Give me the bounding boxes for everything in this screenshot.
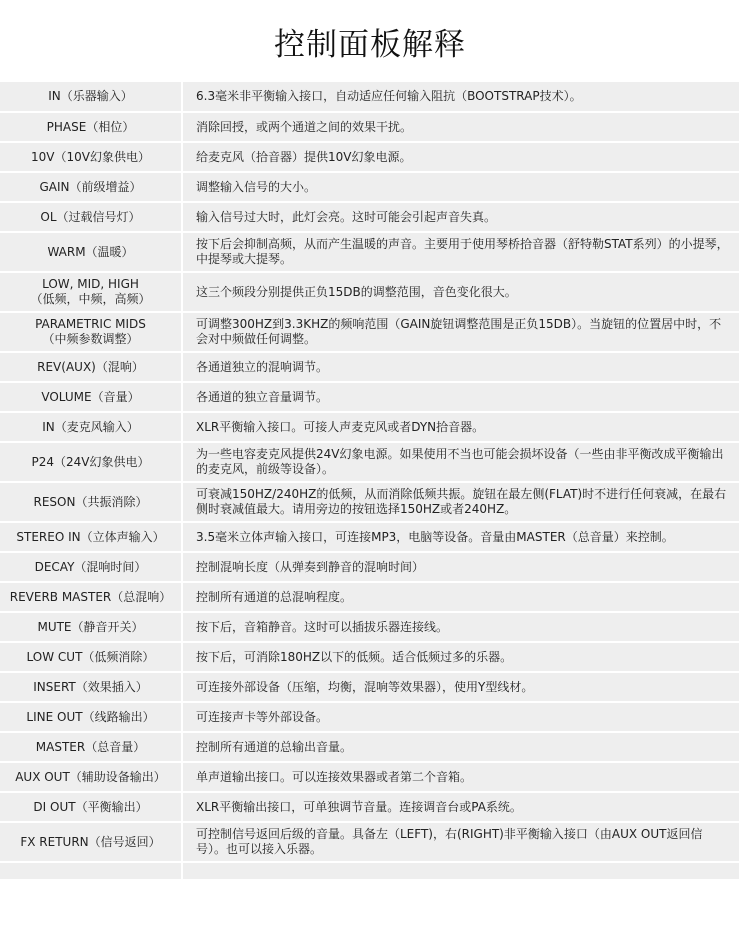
control-name: RESON（共振消除） xyxy=(0,482,182,522)
table-row xyxy=(0,82,740,112)
control-description: 给麦克风（拾音器）提供10V幻象电源。 xyxy=(182,142,740,172)
control-description: 调整输入信号的大小。 xyxy=(182,172,740,202)
control-description: 控制所有通道的总输出音量。 xyxy=(182,732,740,762)
control-name: MUTE（静音开关） xyxy=(0,612,182,642)
control-description: 控制所有通道的总混响程度。 xyxy=(182,582,740,612)
control-description: 可控制信号返回后级的音量。具备左（LEFT)，右(RIGHT)非平衡输入接口（由AUX OUT返回信号）。也可以接入乐器。 xyxy=(182,822,740,862)
table-row xyxy=(0,702,740,732)
table-row xyxy=(0,822,740,862)
control-description: 按下后，音箱静音。这时可以插拔乐器连接线。 xyxy=(182,612,740,642)
control-description: 各通道的独立音量调节。 xyxy=(182,382,740,412)
control-description: XLR平衡输入接口。可接人声麦克风或者DYN拾音器。 xyxy=(182,412,740,442)
control-description: 可衰减150HZ/240HZ的低频，从而消除低频共振。旋钮在最左侧(FLAT)时不进行任何衰减，在最右侧时衰减值最大。请用旁边的按钮选择150HZ或者240HZ。 xyxy=(182,482,740,522)
control-description: 可连接声卡等外部设备。 xyxy=(182,702,740,732)
control-name: OL（过载信号灯） xyxy=(0,202,182,232)
control-name: PHASE（相位） xyxy=(0,112,182,142)
control-name: PARAMETRIC MIDS （中频参数调整） xyxy=(0,312,182,352)
table-row xyxy=(0,582,740,612)
table-row xyxy=(0,672,740,702)
control-name: DECAY（混响时间） xyxy=(0,552,182,582)
table-row xyxy=(0,522,740,552)
table-row xyxy=(0,382,740,412)
control-name: STEREO IN（立体声输入） xyxy=(0,522,182,552)
control-description: 单声道输出接口。可以连接效果器或者第二个音箱。 xyxy=(182,762,740,792)
table-row xyxy=(0,232,740,272)
control-name: FX RETURN（信号返回） xyxy=(0,822,182,862)
control-panel-table xyxy=(0,82,740,881)
control-name: WARM（温暖） xyxy=(0,232,182,272)
control-name: DI OUT（平衡输出） xyxy=(0,792,182,822)
control-description: 为一些电容麦克风提供24V幻象电源。如果使用不当也可能会损坏设备（一些由非平衡改成平衡输出的麦克风，前级等设备）。 xyxy=(182,442,740,482)
table-row xyxy=(0,552,740,582)
control-name: VOLUME（音量） xyxy=(0,382,182,412)
table-row xyxy=(0,312,740,352)
table-body xyxy=(0,82,740,880)
empty-cell xyxy=(0,862,182,880)
table-row xyxy=(0,272,740,312)
table-row xyxy=(0,202,740,232)
control-name: MASTER（总音量） xyxy=(0,732,182,762)
control-description: 3.5毫米立体声输入接口，可连接MP3，电脑等设备。音量由MASTER（总音量）来控制。 xyxy=(182,522,740,552)
control-name: REVERB MASTER（总混响） xyxy=(0,582,182,612)
control-description: 输入信号过大时，此灯会亮。这时可能会引起声音失真。 xyxy=(182,202,740,232)
table-row xyxy=(0,112,740,142)
control-description: 各通道独立的混响调节。 xyxy=(182,352,740,382)
control-name: IN（麦克风输入） xyxy=(0,412,182,442)
control-description: 6.3毫米非平衡输入接口，自动适应任何输入阻抗（BOOTSTRAP技术）。 xyxy=(182,82,740,112)
control-name: LOW, MID, HIGH （低频，中频，高频） xyxy=(0,272,182,312)
control-name: LOW CUT（低频消除） xyxy=(0,642,182,672)
control-name: INSERT（效果插入） xyxy=(0,672,182,702)
control-description: 按下后，可消除180HZ以下的低频。适合低频过多的乐器。 xyxy=(182,642,740,672)
control-name: P24（24V幻象供电） xyxy=(0,442,182,482)
table-row xyxy=(0,142,740,172)
control-description: 控制混响长度（从弹奏到静音的混响时间） xyxy=(182,552,740,582)
table-row xyxy=(0,482,740,522)
control-description: 按下后会抑制高频，从而产生温暖的声音。主要用于使用琴桥拾音器（舒特勒STAT系列）的小提琴，中提琴或大提琴。 xyxy=(182,232,740,272)
table-row xyxy=(0,762,740,792)
page-title: 控制面板解释 xyxy=(274,27,466,63)
table-row xyxy=(0,732,740,762)
control-name: IN（乐器输入） xyxy=(0,82,182,112)
control-description: 可调整300HZ到3.3KHZ的频响范围（GAIN旋钮调整范围是正负15DB）。当旋钮的位置居中时，不会对中频做任何调整。 xyxy=(182,312,740,352)
control-name: AUX OUT（辅助设备输出） xyxy=(0,762,182,792)
empty-cell xyxy=(182,862,740,880)
table-row xyxy=(0,412,740,442)
table-row-empty xyxy=(0,862,740,880)
table-row xyxy=(0,352,740,382)
control-name: REV(AUX)（混响） xyxy=(0,352,182,382)
control-name: LINE OUT（线路输出） xyxy=(0,702,182,732)
table-row xyxy=(0,442,740,482)
control-description: 可连接外部设备（压缩，均衡，混响等效果器），使用Y型线材。 xyxy=(182,672,740,702)
control-description: 这三个频段分别提供正负15DB的调整范围，音色变化很大。 xyxy=(182,272,740,312)
table-row xyxy=(0,172,740,202)
table-row xyxy=(0,792,740,822)
table-row xyxy=(0,612,740,642)
control-description: XLR平衡输出接口，可单独调节音量。连接调音台或PA系统。 xyxy=(182,792,740,822)
table-row xyxy=(0,642,740,672)
control-name: GAIN（前级增益） xyxy=(0,172,182,202)
control-description: 消除回授，或两个通道之间的效果干扰。 xyxy=(182,112,740,142)
control-name: 10V（10V幻象供电） xyxy=(0,142,182,172)
